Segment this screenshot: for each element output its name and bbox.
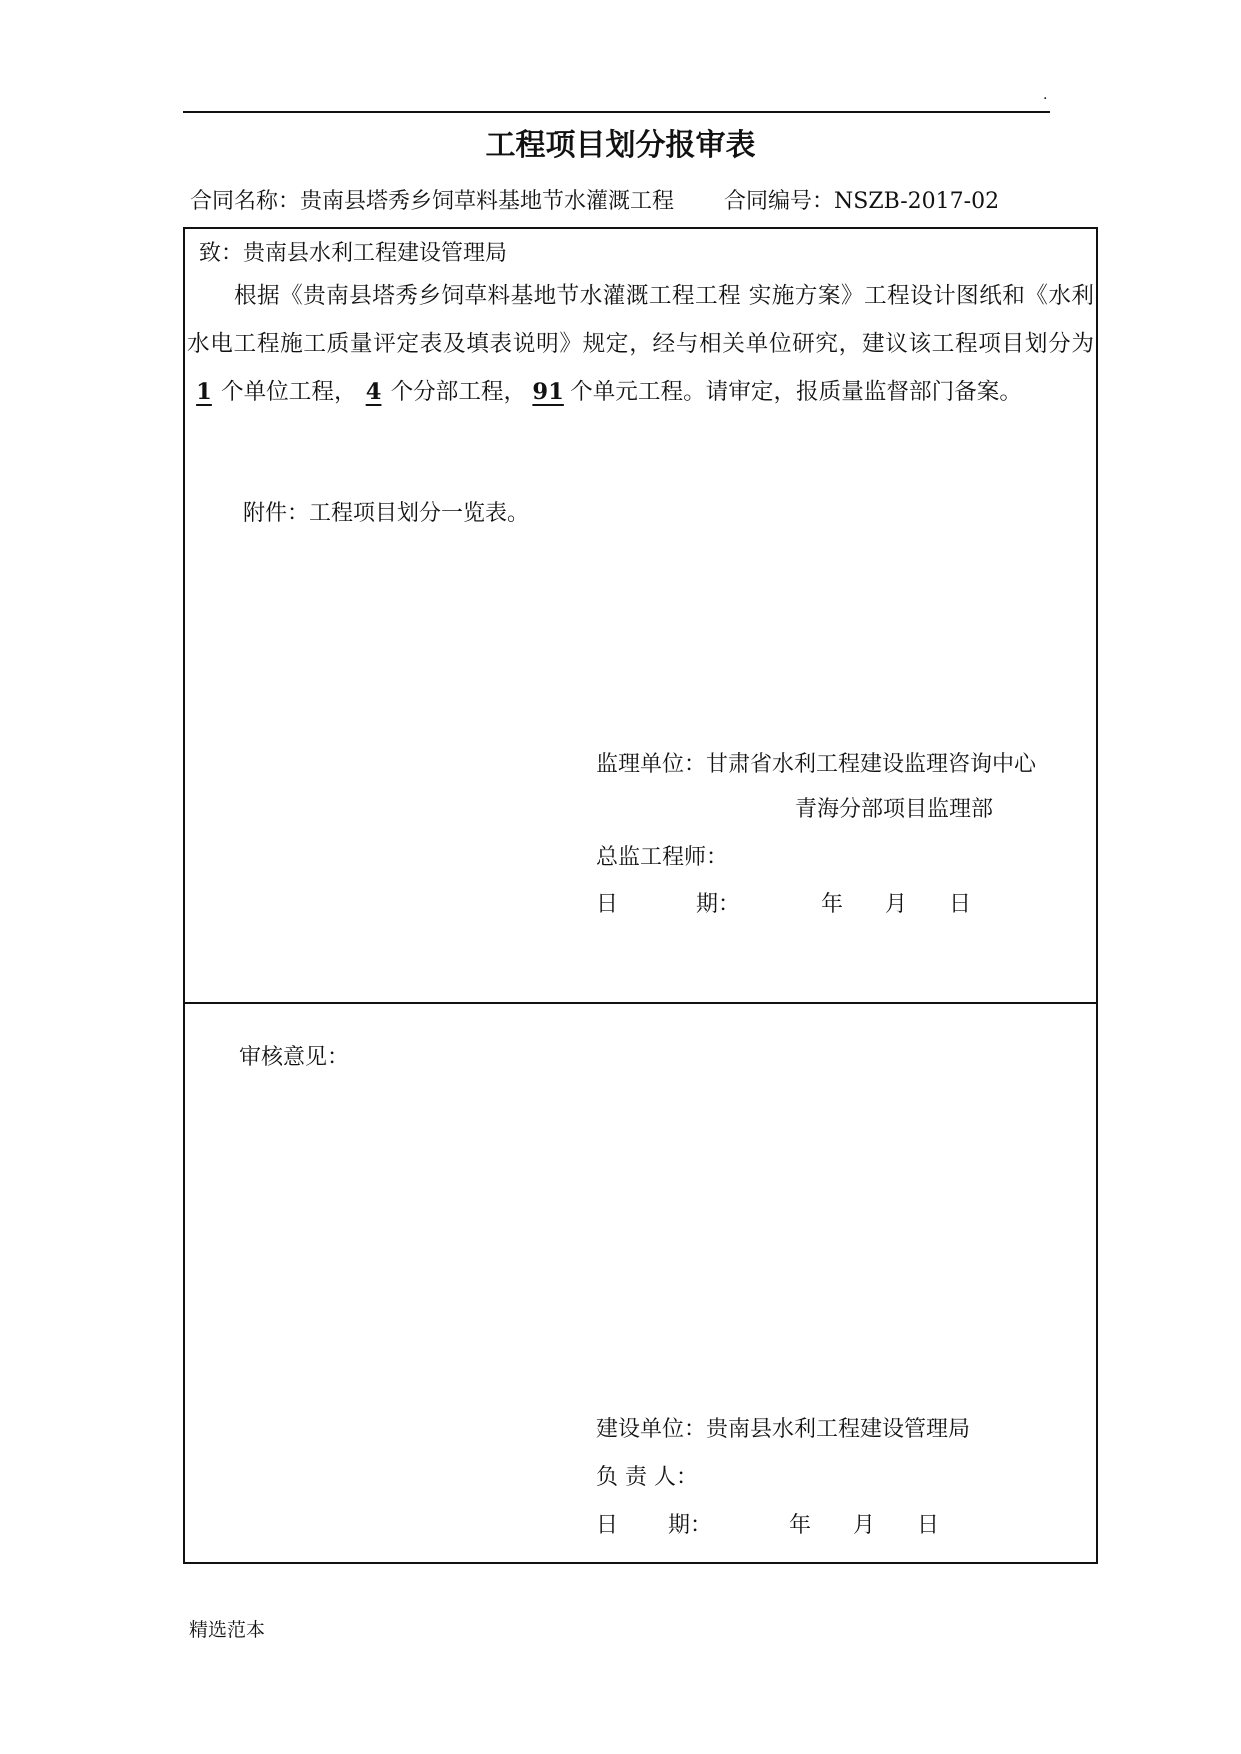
contract-number-label: 合同编号： [724, 189, 835, 214]
body-text-1: 根据《贵南县塔秀乡饲草料基地节水灌溉工程工程 实施方案》工程设计图纸和《水利水电工程施工质量评定表及填表说明》规定，经与相关单位研究，建议该工程项目划分为 [187, 283, 1094, 357]
supervisor-date-label-ri: 日 [596, 892, 619, 917]
builder-name: 贵南县水利工程建设管理局 [706, 1417, 971, 1442]
chief-engineer-label: 总监工程师： [596, 845, 729, 870]
review-date-month: 月 [853, 1513, 876, 1538]
attachment-note: 附件：工程项目划分一览表。 [243, 501, 530, 526]
contract-number-value: NSZB-2017-02 [834, 189, 1000, 214]
review-date-label-ri: 日 [596, 1513, 619, 1538]
review-opinion-label: 审核意见： [239, 1045, 350, 1070]
review-date-day: 日 [917, 1513, 940, 1538]
section-divider [185, 1002, 1096, 1004]
element-project-count: 91 [532, 379, 564, 405]
body-text-4: 个单元工程。请审定，报质量监督部门备案。 [570, 379, 1022, 405]
supervisor-info [596, 750, 1036, 780]
supervisor-name: 甘肃省水利工程建设监理咨询中心 [706, 752, 1037, 777]
review-date-label-qi: 期： [668, 1513, 713, 1538]
supervisor-label: 监理单位： [596, 752, 707, 777]
footer-text: 精选范本 [189, 1619, 266, 1641]
supervisor-date-month: 月 [885, 892, 908, 917]
body-text-2: 个单位工程， [221, 379, 357, 405]
submission-body [187, 272, 1094, 416]
header-rule [183, 111, 1050, 113]
body-text-3: 个分部工程， [390, 379, 527, 405]
builder-info [596, 1415, 970, 1445]
approval-form [183, 227, 1098, 1564]
supervisor-date-day: 日 [949, 892, 972, 917]
contract-info [190, 186, 1070, 218]
supervisor-dept: 青海分部项目监理部 [795, 797, 994, 822]
addressee: 致：贵南县水利工程建设管理局 [199, 241, 508, 266]
supervisor-date-label-qi: 期： [696, 892, 741, 917]
unit-project-count: 1 [196, 379, 212, 405]
supervisor-date-year: 年 [821, 892, 844, 917]
header-dot: . [1043, 87, 1048, 103]
review-date-year: 年 [789, 1513, 812, 1538]
division-project-count: 4 [365, 379, 382, 405]
contract-name-value: 贵南县塔秀乡饲草料基地节水灌溉工程 [300, 189, 675, 214]
document-title: 工程项目划分报审表 [485, 128, 756, 163]
builder-label: 建设单位： [596, 1417, 707, 1442]
responsible-person-label: 负 责 人： [596, 1465, 698, 1490]
contract-name-label: 合同名称： [190, 189, 301, 214]
